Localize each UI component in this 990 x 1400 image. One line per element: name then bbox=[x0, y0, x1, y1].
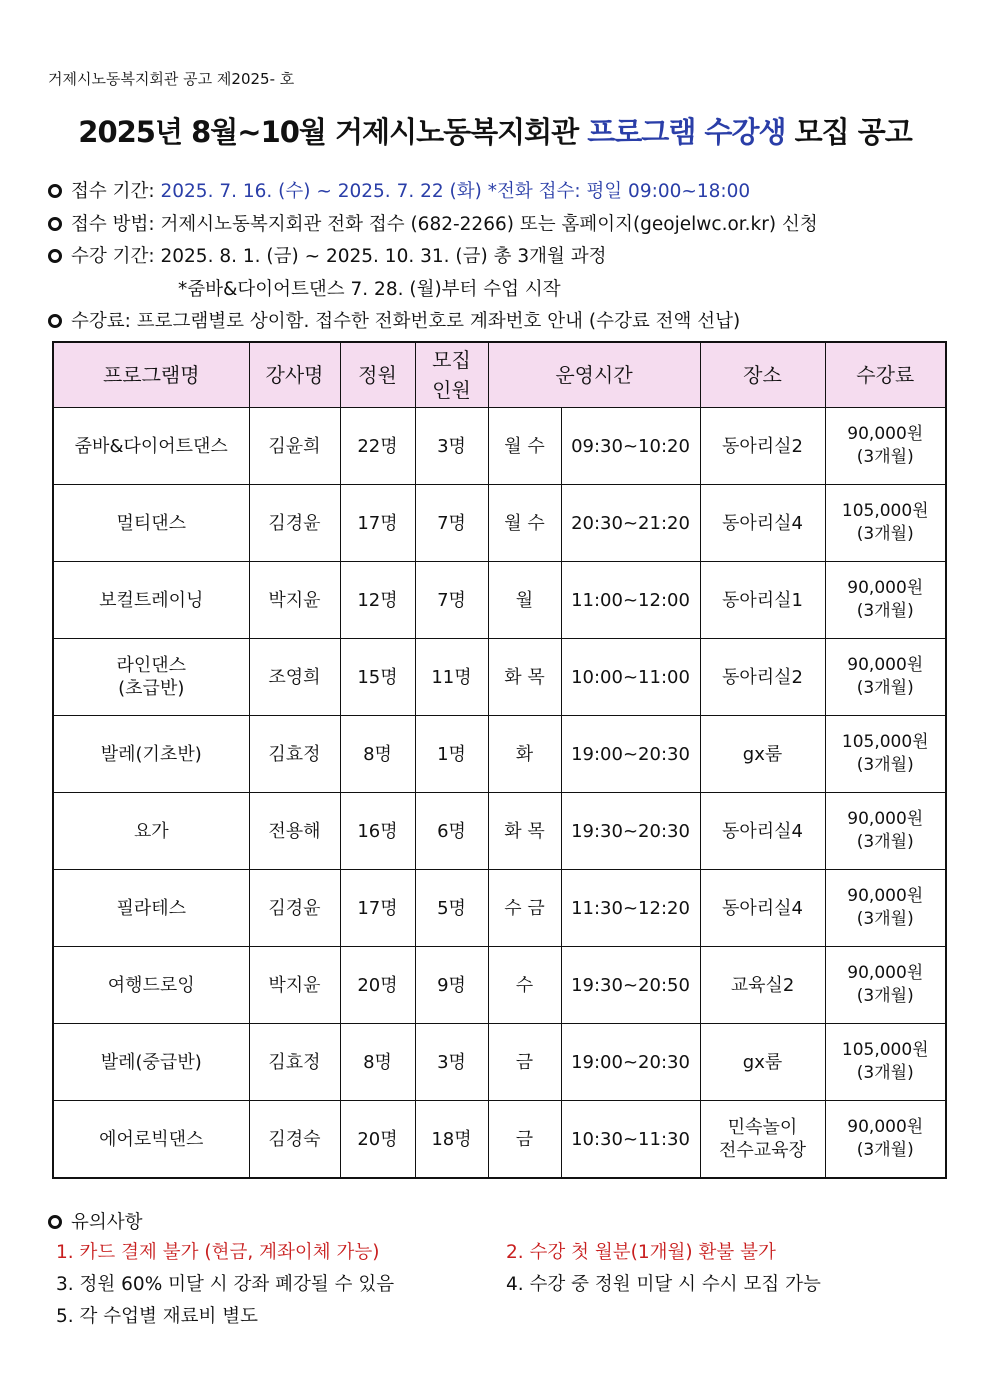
days-cell bbox=[488, 639, 561, 716]
instructor-text: 박지윤 bbox=[268, 974, 321, 996]
place-cell bbox=[700, 793, 825, 870]
capacity-cell bbox=[340, 947, 415, 1024]
capacity-text: 15명 bbox=[357, 666, 398, 688]
header-fee: 수강료 bbox=[825, 342, 946, 408]
recruit-text: 5명 bbox=[437, 897, 466, 919]
days-text: 월 bbox=[515, 589, 534, 611]
recruit-text: 9명 bbox=[437, 974, 466, 996]
fee-text: 90,000원 bbox=[847, 809, 924, 829]
place-text: 전수교육장 bbox=[719, 1140, 806, 1161]
fee-cell bbox=[825, 485, 946, 562]
program-text: 여행드로잉 bbox=[107, 974, 195, 996]
fee-text: 105,000원 bbox=[841, 1040, 929, 1060]
fee-text: 90,000원 bbox=[847, 1117, 924, 1137]
period-label: 접수 기간: bbox=[71, 181, 161, 202]
time-text: 19:00~20:30 bbox=[571, 1051, 690, 1073]
capacity-text: 20명 bbox=[357, 974, 398, 996]
title-highlight: 프로그램 수강생 bbox=[587, 115, 786, 149]
capacity-text: 16명 bbox=[357, 820, 398, 842]
recruit-text: 1명 bbox=[437, 743, 466, 765]
place-text: 동아리실1 bbox=[721, 589, 803, 611]
fee-text: (3개월) bbox=[856, 524, 914, 544]
time-cell bbox=[561, 408, 700, 485]
header-recruit bbox=[415, 342, 488, 408]
bullet-icon bbox=[48, 249, 62, 263]
place-text: gx룸 bbox=[742, 743, 783, 765]
program-text: 보컬트레이닝 bbox=[99, 589, 204, 611]
place-text: 민속놀이 bbox=[727, 1117, 798, 1138]
capacity-cell bbox=[340, 793, 415, 870]
fee-cell bbox=[825, 408, 946, 485]
fee-text: 90,000원 bbox=[847, 655, 924, 675]
note-item-2: 2. 수강 첫 월분(1개월) 환불 불가 bbox=[506, 1242, 776, 1263]
table-row bbox=[53, 1101, 946, 1179]
time-cell bbox=[561, 485, 700, 562]
recruit-text: 3명 bbox=[437, 1051, 466, 1073]
program-cell bbox=[53, 870, 249, 947]
header-place: 장소 bbox=[700, 342, 825, 408]
instructor-cell bbox=[249, 716, 340, 793]
time-text: 11:00~12:00 bbox=[571, 589, 690, 611]
program-cell bbox=[53, 793, 249, 870]
program-text: 멀티댄스 bbox=[116, 512, 187, 534]
table-header-row bbox=[53, 342, 946, 408]
table-row bbox=[53, 1024, 946, 1101]
instructor-cell bbox=[249, 793, 340, 870]
recruit-text: 6명 bbox=[437, 820, 466, 842]
time-cell bbox=[561, 870, 700, 947]
place-text: 동아리실2 bbox=[721, 435, 803, 457]
note-item-5: 5. 각 수업별 재료비 별도 bbox=[56, 1306, 259, 1327]
fee-cell bbox=[825, 1024, 946, 1101]
capacity-text: 8명 bbox=[363, 1051, 392, 1073]
days-text: 화 목 bbox=[504, 820, 545, 842]
program-text: (초급반) bbox=[118, 678, 185, 699]
program-cell bbox=[53, 639, 249, 716]
fee-text: 105,000원 bbox=[841, 732, 929, 752]
program-table bbox=[52, 341, 947, 1179]
time-cell bbox=[561, 562, 700, 639]
info-method bbox=[48, 209, 818, 242]
time-cell bbox=[561, 639, 700, 716]
place-text: 동아리실4 bbox=[721, 897, 803, 919]
fee-cell bbox=[825, 562, 946, 639]
instructor-text: 조영희 bbox=[268, 666, 321, 688]
days-cell bbox=[488, 408, 561, 485]
place-cell bbox=[700, 639, 825, 716]
capacity-text: 12명 bbox=[357, 589, 398, 611]
program-cell bbox=[53, 1101, 249, 1179]
program-cell bbox=[53, 408, 249, 485]
fee-text: (3개월) bbox=[856, 909, 914, 929]
instructor-cell bbox=[249, 485, 340, 562]
place-cell bbox=[700, 716, 825, 793]
capacity-cell bbox=[340, 870, 415, 947]
capacity-text: 17명 bbox=[357, 897, 398, 919]
place-text: 동아리실2 bbox=[721, 666, 803, 688]
days-text: 화 bbox=[515, 743, 534, 765]
program-text: 에어로빅댄스 bbox=[99, 1128, 204, 1150]
days-text: 수 bbox=[515, 974, 534, 996]
program-text: 발레(기초반) bbox=[100, 743, 202, 765]
time-text: 11:30~12:20 bbox=[571, 897, 690, 919]
time-text: 09:30~10:20 bbox=[571, 435, 690, 457]
instructor-text: 전용해 bbox=[268, 820, 321, 842]
notes-heading bbox=[48, 1208, 142, 1238]
recruit-cell bbox=[415, 1024, 488, 1101]
title-part-2: 모집 공고 bbox=[785, 115, 912, 149]
header-recruit-line2: 인원 bbox=[432, 378, 471, 402]
program-text: 필라테스 bbox=[116, 897, 187, 919]
header-recruit-line1: 모집 bbox=[432, 348, 471, 372]
days-text: 월 수 bbox=[504, 512, 545, 534]
table-row bbox=[53, 716, 946, 793]
time-cell bbox=[561, 716, 700, 793]
program-cell bbox=[53, 947, 249, 1024]
days-text: 금 bbox=[515, 1128, 534, 1150]
instructor-text: 김경윤 bbox=[268, 897, 321, 919]
capacity-cell bbox=[340, 408, 415, 485]
capacity-cell bbox=[340, 1024, 415, 1101]
program-text: 줌바&다이어트댄스 bbox=[74, 435, 228, 457]
place-cell bbox=[700, 408, 825, 485]
fee-text: 90,000원 bbox=[847, 963, 924, 983]
days-text: 화 목 bbox=[504, 666, 545, 688]
days-cell bbox=[488, 716, 561, 793]
table-row bbox=[53, 562, 946, 639]
bullet-icon bbox=[48, 1215, 62, 1229]
fee-text: 90,000원 bbox=[847, 424, 924, 444]
recruit-cell bbox=[415, 639, 488, 716]
program-cell bbox=[53, 716, 249, 793]
fee-cell bbox=[825, 716, 946, 793]
fee-text: (3개월) bbox=[856, 447, 914, 467]
recruit-cell bbox=[415, 947, 488, 1024]
place-text: 동아리실4 bbox=[721, 820, 803, 842]
place-text: 동아리실4 bbox=[721, 512, 803, 534]
recruit-text: 18명 bbox=[431, 1128, 472, 1150]
page-title bbox=[0, 110, 990, 151]
fee-text: (3개월) bbox=[856, 986, 914, 1006]
time-text: 10:30~11:30 bbox=[571, 1128, 690, 1150]
header-capacity: 정원 bbox=[340, 342, 415, 408]
place-text: gx룸 bbox=[742, 1051, 783, 1073]
fee-text: (3개월) bbox=[856, 832, 914, 852]
fee-cell bbox=[825, 947, 946, 1024]
method-value: 거제시노동복지회관 전화 접수 (682-2266) 또는 홈페이지(geojelwc.or.kr) 신청 bbox=[160, 213, 818, 235]
table-row bbox=[53, 793, 946, 870]
title-part-1: 2025년 8월~10월 거제시노동복지회관 bbox=[78, 115, 588, 149]
place-cell bbox=[700, 1101, 825, 1179]
instructor-text: 김경윤 bbox=[268, 512, 321, 534]
recruit-text: 7명 bbox=[437, 512, 466, 534]
days-cell bbox=[488, 485, 561, 562]
instructor-cell bbox=[249, 1101, 340, 1179]
place-cell bbox=[700, 562, 825, 639]
time-cell bbox=[561, 1101, 700, 1179]
notice-number: 거제시노동복지회관 공고 제2025- 호 bbox=[48, 70, 295, 88]
capacity-cell bbox=[340, 562, 415, 639]
capacity-text: 8명 bbox=[363, 743, 392, 765]
capacity-cell bbox=[340, 485, 415, 562]
bullet-icon bbox=[48, 184, 62, 198]
time-cell bbox=[561, 947, 700, 1024]
bullet-icon bbox=[48, 314, 62, 328]
capacity-cell bbox=[340, 1101, 415, 1179]
fee-cell bbox=[825, 1101, 946, 1179]
days-text: 금 bbox=[515, 1051, 534, 1073]
instructor-cell bbox=[249, 1024, 340, 1101]
info-section bbox=[48, 176, 818, 339]
recruit-text: 11명 bbox=[431, 666, 472, 688]
notes-heading-text: 유의사항 bbox=[71, 1212, 143, 1233]
instructor-text: 김경숙 bbox=[268, 1128, 321, 1150]
table-row bbox=[53, 639, 946, 716]
capacity-text: 22명 bbox=[357, 435, 398, 457]
fee-text: (3개월) bbox=[856, 1140, 914, 1160]
header-instructor: 강사명 bbox=[249, 342, 340, 408]
fee-cell bbox=[825, 870, 946, 947]
days-cell bbox=[488, 562, 561, 639]
info-course bbox=[48, 241, 818, 274]
days-cell bbox=[488, 1101, 561, 1179]
method-label: 접수 방법: bbox=[71, 213, 161, 235]
fee-cell bbox=[825, 793, 946, 870]
time-cell bbox=[561, 1024, 700, 1101]
days-cell bbox=[488, 947, 561, 1024]
period-value: 2025. 7. 16. (수) ~ 2025. 7. 22 (화) *전화 접수: 평일 09:00~18:00 bbox=[160, 181, 751, 202]
days-text: 수 금 bbox=[504, 897, 545, 919]
instructor-text: 박지윤 bbox=[268, 589, 321, 611]
capacity-cell bbox=[340, 639, 415, 716]
recruit-cell bbox=[415, 716, 488, 793]
header-schedule: 운영시간 bbox=[488, 342, 700, 408]
time-text: 10:00~11:00 bbox=[571, 666, 690, 688]
info-period bbox=[48, 176, 818, 209]
course-note: *줌바&다이어트댄스 7. 28. (월)부터 수업 시작 bbox=[178, 278, 561, 300]
recruit-text: 3명 bbox=[437, 435, 466, 457]
header-program: 프로그램명 bbox=[53, 342, 249, 408]
time-cell bbox=[561, 793, 700, 870]
instructor-cell bbox=[249, 947, 340, 1024]
place-cell bbox=[700, 1024, 825, 1101]
instructor-text: 김효정 bbox=[268, 743, 321, 765]
recruit-cell bbox=[415, 562, 488, 639]
recruit-cell bbox=[415, 485, 488, 562]
recruit-cell bbox=[415, 1101, 488, 1179]
program-text: 라인댄스 bbox=[116, 655, 187, 676]
place-text: 교육실2 bbox=[730, 974, 795, 996]
recruit-cell bbox=[415, 793, 488, 870]
fee-text: (3개월) bbox=[856, 1063, 914, 1083]
fee-text: (3개월) bbox=[856, 601, 914, 621]
bullet-icon bbox=[48, 217, 62, 231]
info-fee bbox=[48, 306, 818, 339]
recruit-cell bbox=[415, 408, 488, 485]
program-cell bbox=[53, 485, 249, 562]
table-row bbox=[53, 870, 946, 947]
time-text: 20:30~21:20 bbox=[571, 512, 690, 534]
course-label: 수강 기간: bbox=[71, 246, 161, 267]
time-text: 19:30~20:50 bbox=[571, 974, 690, 996]
time-text: 19:00~20:30 bbox=[571, 743, 690, 765]
instructor-text: 김효정 bbox=[268, 1051, 321, 1073]
place-cell bbox=[700, 485, 825, 562]
fee-text: 수강료: 프로그램별로 상이함. 접수한 전화번호로 계좌번호 안내 (수강료 전액 선납) bbox=[71, 311, 741, 332]
course-value: 2025. 8. 1. (금) ~ 2025. 10. 31. (금) 총 3개월 과정 bbox=[160, 246, 607, 267]
days-cell bbox=[488, 1024, 561, 1101]
program-cell bbox=[53, 1024, 249, 1101]
fee-text: 90,000원 bbox=[847, 578, 924, 598]
fee-text: 105,000원 bbox=[841, 501, 929, 521]
instructor-cell bbox=[249, 408, 340, 485]
note-item-4: 4. 수강 중 정원 미달 시 수시 모집 가능 bbox=[506, 1274, 821, 1295]
days-text: 월 수 bbox=[504, 435, 545, 457]
table-row bbox=[53, 485, 946, 562]
capacity-text: 17명 bbox=[357, 512, 398, 534]
instructor-cell bbox=[249, 870, 340, 947]
note-item-1: 1. 카드 결제 불가 (현금, 계좌이체 가능) bbox=[56, 1242, 380, 1263]
program-text: 발레(중급반) bbox=[100, 1051, 202, 1073]
time-text: 19:30~20:30 bbox=[571, 820, 690, 842]
note-item-3: 3. 정원 60% 미달 시 강좌 폐강될 수 있음 bbox=[56, 1274, 395, 1295]
days-cell bbox=[488, 793, 561, 870]
program-cell bbox=[53, 562, 249, 639]
place-cell bbox=[700, 947, 825, 1024]
instructor-cell bbox=[249, 639, 340, 716]
instructor-cell bbox=[249, 562, 340, 639]
instructor-text: 김윤희 bbox=[268, 435, 321, 457]
recruit-cell bbox=[415, 870, 488, 947]
notes-section bbox=[48, 1208, 821, 1327]
capacity-cell bbox=[340, 716, 415, 793]
table-row bbox=[53, 947, 946, 1024]
fee-text: (3개월) bbox=[856, 755, 914, 775]
recruit-text: 7명 bbox=[437, 589, 466, 611]
capacity-text: 20명 bbox=[357, 1128, 398, 1150]
table-row bbox=[53, 408, 946, 485]
fee-text: 90,000원 bbox=[847, 886, 924, 906]
place-cell bbox=[700, 870, 825, 947]
days-cell bbox=[488, 870, 561, 947]
fee-cell bbox=[825, 639, 946, 716]
program-text: 요가 bbox=[133, 820, 169, 842]
fee-text: (3개월) bbox=[856, 678, 914, 698]
